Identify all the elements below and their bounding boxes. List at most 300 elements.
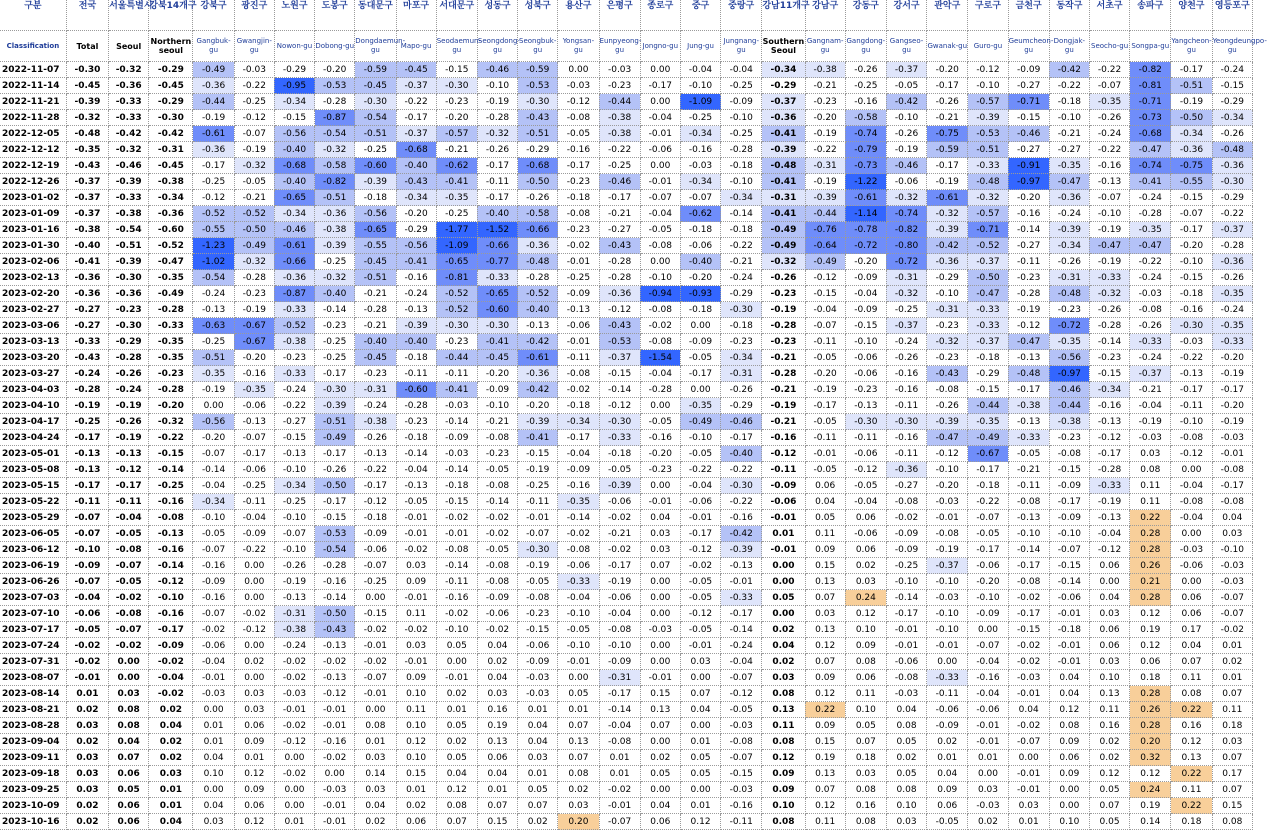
value-cell: -0.01 (518, 510, 558, 526)
value-cell: -0.43 (315, 622, 355, 638)
date-cell: 2023-04-17 (0, 414, 66, 430)
value-cell: -0.31 (274, 606, 314, 622)
value-cell: -0.02 (193, 622, 234, 638)
header-kr-cell: 강북구 (193, 0, 234, 31)
date-cell: 2023-07-10 (0, 606, 66, 622)
value-cell: -0.05 (968, 526, 1008, 542)
value-cell: -0.13 (274, 590, 314, 606)
value-cell: -0.01 (274, 702, 314, 718)
header-en-cell: Gangdong-gu (845, 31, 886, 62)
value-cell: -0.14 (1008, 542, 1049, 558)
value-cell: -0.66 (274, 254, 314, 270)
value-cell: 0.04 (436, 766, 477, 782)
value-cell: 0.04 (1171, 638, 1212, 654)
value-cell: -0.06 (680, 494, 720, 510)
value-cell: -0.17 (599, 190, 640, 206)
value-cell: -0.23 (558, 174, 599, 190)
value-cell: -0.17 (927, 78, 968, 94)
value-cell: -0.27 (1008, 142, 1049, 158)
value-cell: -0.01 (315, 718, 355, 734)
value-cell: 0.05 (436, 718, 477, 734)
value-cell: -0.17 (1089, 446, 1129, 462)
value-cell: 0.03 (149, 766, 193, 782)
value-cell: -0.16 (1089, 158, 1129, 174)
value-cell: 0.18 (1171, 814, 1212, 830)
value-cell: -0.17 (721, 606, 762, 622)
value-cell: -0.06 (558, 558, 599, 574)
value-cell: -0.01 (66, 670, 108, 686)
value-cell: -0.87 (315, 110, 355, 126)
value-cell: -0.33 (66, 334, 108, 350)
value-cell: -0.32 (477, 126, 517, 142)
date-cell: 2023-02-27 (0, 302, 66, 318)
value-cell: -0.29 (149, 62, 193, 78)
date-cell: 2023-03-20 (0, 350, 66, 366)
table-row (0, 94, 1253, 110)
value-cell: 0.12 (1130, 606, 1171, 622)
value-cell: 0.11 (1212, 702, 1252, 718)
value-cell: -0.39 (315, 238, 355, 254)
value-cell: -0.93 (680, 286, 720, 302)
value-cell: -0.23 (436, 334, 477, 350)
value-cell: -0.01 (436, 670, 477, 686)
header-kr-cell: 구로구 (968, 0, 1008, 31)
value-cell: 0.01 (762, 526, 805, 542)
value-cell: -0.34 (193, 494, 234, 510)
value-cell: -0.24 (1089, 126, 1129, 142)
value-cell: -0.25 (149, 478, 193, 494)
value-cell: -0.08 (886, 670, 926, 686)
value-cell: -0.09 (968, 606, 1008, 622)
value-cell: -1.14 (845, 206, 886, 222)
value-cell: -0.55 (355, 238, 396, 254)
value-cell: -0.02 (109, 590, 149, 606)
value-cell: -0.47 (1008, 334, 1049, 350)
value-cell: -0.02 (315, 750, 355, 766)
value-cell: -0.08 (477, 558, 517, 574)
value-cell: -0.50 (518, 174, 558, 190)
value-cell: -0.04 (640, 366, 680, 382)
value-cell: -0.28 (1130, 206, 1171, 222)
value-cell: -0.59 (518, 62, 558, 78)
value-cell: -0.34 (680, 174, 720, 190)
value-cell: 0.18 (1212, 718, 1252, 734)
value-cell: -0.17 (149, 622, 193, 638)
value-cell: -0.05 (640, 414, 680, 430)
value-cell: -0.07 (680, 190, 720, 206)
value-cell: -0.14 (436, 414, 477, 430)
date-cell: 2023-01-30 (0, 238, 66, 254)
value-cell: -0.56 (396, 238, 436, 254)
value-cell: 0.06 (1089, 638, 1129, 654)
value-cell: -0.19 (927, 542, 968, 558)
value-cell: -0.13 (315, 670, 355, 686)
value-cell: -0.24 (886, 334, 926, 350)
value-cell: -0.11 (109, 494, 149, 510)
value-cell: 0.12 (1049, 702, 1089, 718)
value-cell: 0.01 (599, 766, 640, 782)
value-cell: -0.14 (193, 462, 234, 478)
value-cell: -0.40 (477, 206, 517, 222)
value-cell: 0.02 (149, 750, 193, 766)
table-row (0, 494, 1253, 510)
date-cell: 2023-06-26 (0, 574, 66, 590)
value-cell: -0.23 (1049, 302, 1089, 318)
date-cell: 2023-02-20 (0, 286, 66, 302)
value-cell: -0.10 (1171, 414, 1212, 430)
value-cell: -0.51 (968, 142, 1008, 158)
value-cell: -0.13 (1089, 174, 1129, 190)
value-cell: -0.08 (640, 238, 680, 254)
table-row (0, 814, 1253, 830)
value-cell: 0.08 (762, 734, 805, 750)
header-kr-cell: 강남11개구 (762, 0, 805, 31)
value-cell: -0.08 (558, 542, 599, 558)
value-cell: -0.12 (558, 94, 599, 110)
table-row (0, 478, 1253, 494)
value-cell: -0.25 (193, 174, 234, 190)
value-cell: 0.04 (805, 494, 845, 510)
value-cell: 0.01 (968, 750, 1008, 766)
value-cell: -0.52 (149, 238, 193, 254)
value-cell: -0.48 (1049, 286, 1089, 302)
value-cell: -0.24 (66, 366, 108, 382)
value-cell: -0.30 (1212, 174, 1252, 190)
value-cell: -0.65 (477, 286, 517, 302)
value-cell: -0.16 (845, 94, 886, 110)
value-cell: -0.39 (66, 94, 108, 110)
value-cell: -0.16 (721, 798, 762, 814)
value-cell: 0.16 (477, 702, 517, 718)
value-cell: -0.39 (927, 222, 968, 238)
value-cell: -0.34 (1171, 126, 1212, 142)
value-cell: 0.03 (355, 750, 396, 766)
value-cell: 0.00 (680, 382, 720, 398)
value-cell: 0.09 (396, 670, 436, 686)
header-en-cell: Dongdaemun-gu (355, 31, 396, 62)
value-cell: 0.13 (1171, 750, 1212, 766)
value-cell: -0.25 (274, 494, 314, 510)
value-cell: 0.19 (1130, 798, 1171, 814)
value-cell: 0.28 (1130, 590, 1171, 606)
value-cell: -0.40 (518, 302, 558, 318)
value-cell: -0.01 (640, 126, 680, 142)
value-cell: -0.20 (845, 254, 886, 270)
value-cell: -0.28 (149, 302, 193, 318)
value-cell: -0.20 (927, 62, 968, 78)
value-cell: 0.03 (66, 718, 108, 734)
value-cell: -0.08 (436, 542, 477, 558)
value-cell: -0.08 (640, 302, 680, 318)
value-cell: -0.38 (66, 222, 108, 238)
value-cell: -1.52 (477, 222, 517, 238)
value-cell: -0.91 (1008, 158, 1049, 174)
value-cell: -0.40 (396, 334, 436, 350)
value-cell: 0.14 (1130, 814, 1171, 830)
value-cell: -0.25 (886, 302, 926, 318)
date-cell: 2023-06-12 (0, 542, 66, 558)
value-cell: -0.20 (396, 206, 436, 222)
value-cell: 0.06 (234, 718, 274, 734)
value-cell: 0.04 (149, 814, 193, 830)
value-cell: -0.41 (1130, 174, 1171, 190)
value-cell: -0.48 (518, 254, 558, 270)
value-cell: -0.22 (1212, 206, 1252, 222)
value-cell: -0.07 (355, 558, 396, 574)
value-cell: -0.04 (558, 590, 599, 606)
value-cell: 0.03 (1212, 734, 1252, 750)
value-cell: -0.13 (66, 446, 108, 462)
value-cell: -0.45 (355, 350, 396, 366)
value-cell: 0.17 (1212, 766, 1252, 782)
value-cell: -0.42 (1049, 62, 1089, 78)
value-cell: -0.53 (315, 526, 355, 542)
value-cell: -0.35 (1212, 286, 1252, 302)
value-cell: -0.20 (518, 398, 558, 414)
value-cell: -0.12 (845, 462, 886, 478)
value-cell: 0.08 (762, 686, 805, 702)
value-cell: -0.13 (109, 446, 149, 462)
value-cell: -0.51 (355, 126, 396, 142)
value-cell: -0.23 (845, 382, 886, 398)
value-cell: 0.01 (927, 750, 968, 766)
value-cell: 0.00 (315, 766, 355, 782)
header-en-cell: Gangnam-gu (805, 31, 845, 62)
value-cell: -0.05 (680, 350, 720, 366)
value-cell: -0.17 (234, 446, 274, 462)
header-kr-cell: 성북구 (518, 0, 558, 31)
value-cell: -0.06 (234, 398, 274, 414)
value-cell: -0.04 (599, 718, 640, 734)
value-cell: 0.02 (66, 702, 108, 718)
value-cell: -0.09 (721, 94, 762, 110)
value-cell: 0.08 (109, 718, 149, 734)
value-cell: -0.60 (477, 302, 517, 318)
value-cell: -0.37 (968, 334, 1008, 350)
header-en-cell: Northern seoul (149, 31, 193, 62)
value-cell: -0.41 (477, 334, 517, 350)
value-cell: -0.49 (193, 62, 234, 78)
value-cell: -0.01 (886, 638, 926, 654)
value-cell: -0.65 (436, 254, 477, 270)
value-cell: -0.20 (1171, 238, 1212, 254)
value-cell: -0.40 (355, 334, 396, 350)
value-cell: -0.38 (315, 222, 355, 238)
value-cell: -0.17 (66, 478, 108, 494)
value-cell: 0.04 (927, 766, 968, 782)
value-cell: -0.12 (1089, 430, 1129, 446)
value-cell: 0.02 (477, 654, 517, 670)
value-cell: -0.38 (805, 62, 845, 78)
value-cell: -0.31 (762, 190, 805, 206)
value-cell: -0.25 (66, 414, 108, 430)
value-cell: -0.14 (1089, 334, 1129, 350)
value-cell: -0.18 (355, 190, 396, 206)
value-cell: -0.24 (1130, 190, 1171, 206)
value-cell: 0.01 (477, 782, 517, 798)
value-cell: -0.60 (149, 222, 193, 238)
value-cell: 0.02 (762, 654, 805, 670)
value-cell: 0.03 (109, 686, 149, 702)
value-cell: 0.12 (396, 734, 436, 750)
table-row (0, 414, 1253, 430)
value-cell: -0.01 (680, 510, 720, 526)
value-cell: -0.02 (599, 510, 640, 526)
value-cell: -0.39 (805, 190, 845, 206)
value-cell: -0.46 (274, 222, 314, 238)
value-cell: -0.20 (968, 574, 1008, 590)
value-cell: -0.06 (927, 702, 968, 718)
value-cell: 0.03 (558, 798, 599, 814)
value-cell: -0.39 (518, 414, 558, 430)
value-cell: -0.30 (315, 382, 355, 398)
value-cell: -0.13 (1089, 414, 1129, 430)
value-cell: -0.72 (1049, 318, 1089, 334)
value-cell: 0.13 (805, 622, 845, 638)
value-cell: -0.13 (1008, 510, 1049, 526)
value-cell: -0.09 (558, 462, 599, 478)
value-cell: -0.12 (805, 270, 845, 286)
value-cell: 0.00 (1049, 782, 1089, 798)
date-cell: 2023-07-24 (0, 638, 66, 654)
value-cell: 0.12 (1171, 734, 1212, 750)
value-cell: -0.44 (968, 398, 1008, 414)
value-cell: -0.31 (599, 670, 640, 686)
value-cell: -0.08 (558, 110, 599, 126)
value-cell: 0.03 (1089, 606, 1129, 622)
value-cell: -0.15 (1008, 622, 1049, 638)
table-row (0, 542, 1253, 558)
value-cell: -0.35 (234, 382, 274, 398)
value-cell: -0.01 (558, 254, 599, 270)
value-cell: -0.26 (109, 366, 149, 382)
value-cell: -0.37 (927, 558, 968, 574)
value-cell: -0.35 (1049, 158, 1089, 174)
value-cell: -0.57 (968, 206, 1008, 222)
header-en-cell: Eunpyeong-gu (599, 31, 640, 62)
value-cell: 0.07 (845, 734, 886, 750)
value-cell: -0.23 (640, 462, 680, 478)
value-cell: -0.39 (315, 398, 355, 414)
value-cell: -0.38 (149, 174, 193, 190)
value-cell: 0.10 (845, 622, 886, 638)
value-cell: -0.78 (845, 222, 886, 238)
header-en-cell: Nowon-gu (274, 31, 314, 62)
value-cell: -0.23 (558, 222, 599, 238)
value-cell: -0.26 (1212, 126, 1252, 142)
value-cell: -0.17 (396, 110, 436, 126)
value-cell: -0.07 (1212, 590, 1252, 606)
value-cell: -0.25 (886, 558, 926, 574)
value-cell: -0.08 (558, 366, 599, 382)
value-cell: -0.22 (1089, 62, 1129, 78)
value-cell: -0.04 (599, 606, 640, 622)
value-cell: 0.06 (927, 798, 968, 814)
value-cell: -0.51 (109, 238, 149, 254)
value-cell: -0.18 (558, 398, 599, 414)
value-cell: -0.45 (149, 158, 193, 174)
value-cell: -0.08 (1171, 494, 1212, 510)
value-cell: 0.03 (66, 750, 108, 766)
value-cell: -0.29 (518, 142, 558, 158)
value-cell: 0.00 (274, 750, 314, 766)
value-cell: -0.14 (1008, 222, 1049, 238)
header-en-cell: Yeongdeungpo-gu (1212, 31, 1252, 62)
value-cell: 0.00 (1171, 462, 1212, 478)
value-cell: -0.32 (66, 110, 108, 126)
value-cell: -0.02 (477, 526, 517, 542)
value-cell: -0.47 (149, 254, 193, 270)
value-cell: -0.50 (968, 270, 1008, 286)
value-cell: -0.71 (1130, 94, 1171, 110)
header-kr-cell: 강남구 (805, 0, 845, 31)
value-cell: -0.20 (149, 398, 193, 414)
value-cell: -0.22 (1130, 254, 1171, 270)
value-cell: -0.81 (1130, 78, 1171, 94)
value-cell: 0.05 (1089, 782, 1129, 798)
value-cell: -0.11 (845, 430, 886, 446)
value-cell: -0.17 (558, 430, 599, 446)
date-cell: 2023-02-06 (0, 254, 66, 270)
value-cell: -0.20 (315, 62, 355, 78)
date-cell: 2022-12-19 (0, 158, 66, 174)
value-cell: 0.01 (355, 734, 396, 750)
value-cell: -0.34 (721, 190, 762, 206)
value-cell: 0.04 (1049, 670, 1089, 686)
value-cell: -0.05 (599, 462, 640, 478)
value-cell: 0.12 (234, 766, 274, 782)
value-cell: -0.05 (805, 414, 845, 430)
value-cell: 0.00 (640, 478, 680, 494)
value-cell: 0.02 (1089, 750, 1129, 766)
value-cell: -0.35 (1212, 318, 1252, 334)
value-cell: -0.10 (680, 430, 720, 446)
value-cell: -0.18 (680, 222, 720, 238)
value-cell: -0.53 (315, 78, 355, 94)
value-cell: -0.40 (396, 158, 436, 174)
value-cell: -0.26 (886, 350, 926, 366)
value-cell: 0.00 (640, 654, 680, 670)
value-cell: -0.07 (968, 510, 1008, 526)
value-cell: -0.27 (599, 222, 640, 238)
value-cell: 0.03 (1008, 798, 1049, 814)
value-cell: 0.22 (1171, 766, 1212, 782)
value-cell: -0.12 (1008, 318, 1049, 334)
value-cell: -0.22 (234, 542, 274, 558)
value-cell: -0.01 (558, 334, 599, 350)
value-cell: -0.28 (599, 270, 640, 286)
value-cell: -0.34 (149, 190, 193, 206)
value-cell: -0.33 (477, 270, 517, 286)
value-cell: -0.44 (193, 94, 234, 110)
value-cell: -0.13 (518, 318, 558, 334)
value-cell: -0.19 (1089, 494, 1129, 510)
value-cell: 0.13 (558, 734, 599, 750)
value-cell: -0.02 (355, 654, 396, 670)
table-row (0, 430, 1253, 446)
value-cell: -0.41 (762, 206, 805, 222)
value-cell: -0.11 (66, 494, 108, 510)
value-cell: 0.02 (234, 654, 274, 670)
value-cell: -0.26 (762, 270, 805, 286)
value-cell: -0.37 (1130, 366, 1171, 382)
value-cell: -0.19 (1089, 254, 1129, 270)
value-cell: -0.08 (721, 734, 762, 750)
date-cell: 2023-08-21 (0, 702, 66, 718)
value-cell: -0.05 (680, 574, 720, 590)
value-cell: 0.08 (558, 766, 599, 782)
value-cell: -0.21 (477, 414, 517, 430)
